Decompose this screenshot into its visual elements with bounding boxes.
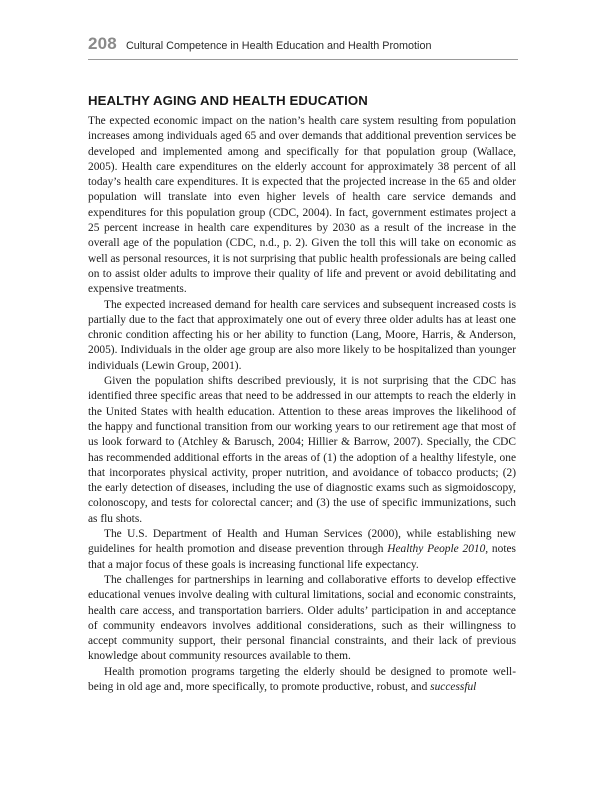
- healthy-people-title: Healthy People 2010,: [387, 543, 489, 556]
- paragraph-4: [88, 527, 516, 573]
- running-header: [88, 34, 518, 60]
- paragraph-6-italic-word: successful: [430, 680, 477, 693]
- paragraph-2: The expected increased demand for health care services and subsequent increased costs is partially due to the fact that approximately one out of every three older adults has at least one chronic condition affecting his or her ability to function (Lang, Moore, Harris, & Anderson, 2005). Individuals in the older age group are also more likely to be hospitalized than younger individuals (Lewin Group, 2001).: [88, 298, 516, 372]
- paragraph-6-text-before: Health promotion programs targeting the elderly should be designed to promote well-being in old age and, more specifically, to promote productive, robust, and: [88, 665, 516, 693]
- body-text: [88, 114, 516, 695]
- paragraph-6: [88, 665, 516, 696]
- paragraph-4-text-before: The U.S. Department of Health and Human Services (2000), while establishing new guidelines for health promotion and disease prevention through: [88, 528, 516, 556]
- book-page: [88, 34, 516, 695]
- paragraph-5: The challenges for partnerships in learning and collaborative efforts to develop effective educational venues involve dealing with cultural limitations, social and economic constraints, health care access, and transportation barriers. Older adults’ participation in and acceptance of community endeavors involves additional considerations, such as their willingness to accept community support, their personal financial constraints, and their lack of previous knowledge about community resources available to them.: [88, 573, 516, 663]
- section-heading: HEALTHY AGING AND HEALTH EDUCATION: [88, 93, 368, 108]
- page-number: 208: [88, 34, 117, 53]
- paragraph-3: Given the population shifts described previously, it is not surprising that the CDC has identified three specific areas that need to be addressed in our attempts to reach the elderly in the United States with health education. Attention to these areas improves the likelihood of the happy and functional transition from our working years to our retirement age that most of us look forward to (Atchley & Barusch, 2004; Hillier & Barrow, 2007). Specially, the CDC has recommended additional efforts in the areas of (1) the adoption of a healthy lifestyle, one that incorporates physical activity, proper nutrition, and avoidance of tobacco products; (2) the early detection of diseases, including the use of diagnostic exams such as sigmoidoscopy, colonoscopy, and tests for colorectal cancer; and (3) the use of specific immunizations, such as flu shots.: [88, 375, 516, 525]
- paragraph-4-text-after: notes that a major focus of these goals is increasing functional life expectancy.: [88, 543, 516, 571]
- paragraph-1: The expected economic impact on the nation’s health care system resulting from population increases among individuals aged 65 and over demands that additional prevention services be developed and implemented among and specifically for that population group (Wallace, 2005). Health care expenditures on the elderly account for approximately 38 percent of all today’s health care expenditures. It is expected that the projected increase in the 65 and older population will translate into even higher levels of health care service demands and expenditures for this population group (CDC, 2004). In fact, government estimates project a 25 percent increase in health care expenditures by 2030 as a result of the increase in the overall age of the population (CDC, n.d., p. 2). Given the toll this will take on economic as well as personal resources, it is not surprising that public health professionals are being called on to assist older adults to improve their quality of life and prevent or avoid debilitating and expensive treatments.: [88, 115, 516, 296]
- running-title: Cultural Competence in Health Education and Health Promotion: [125, 40, 432, 52]
